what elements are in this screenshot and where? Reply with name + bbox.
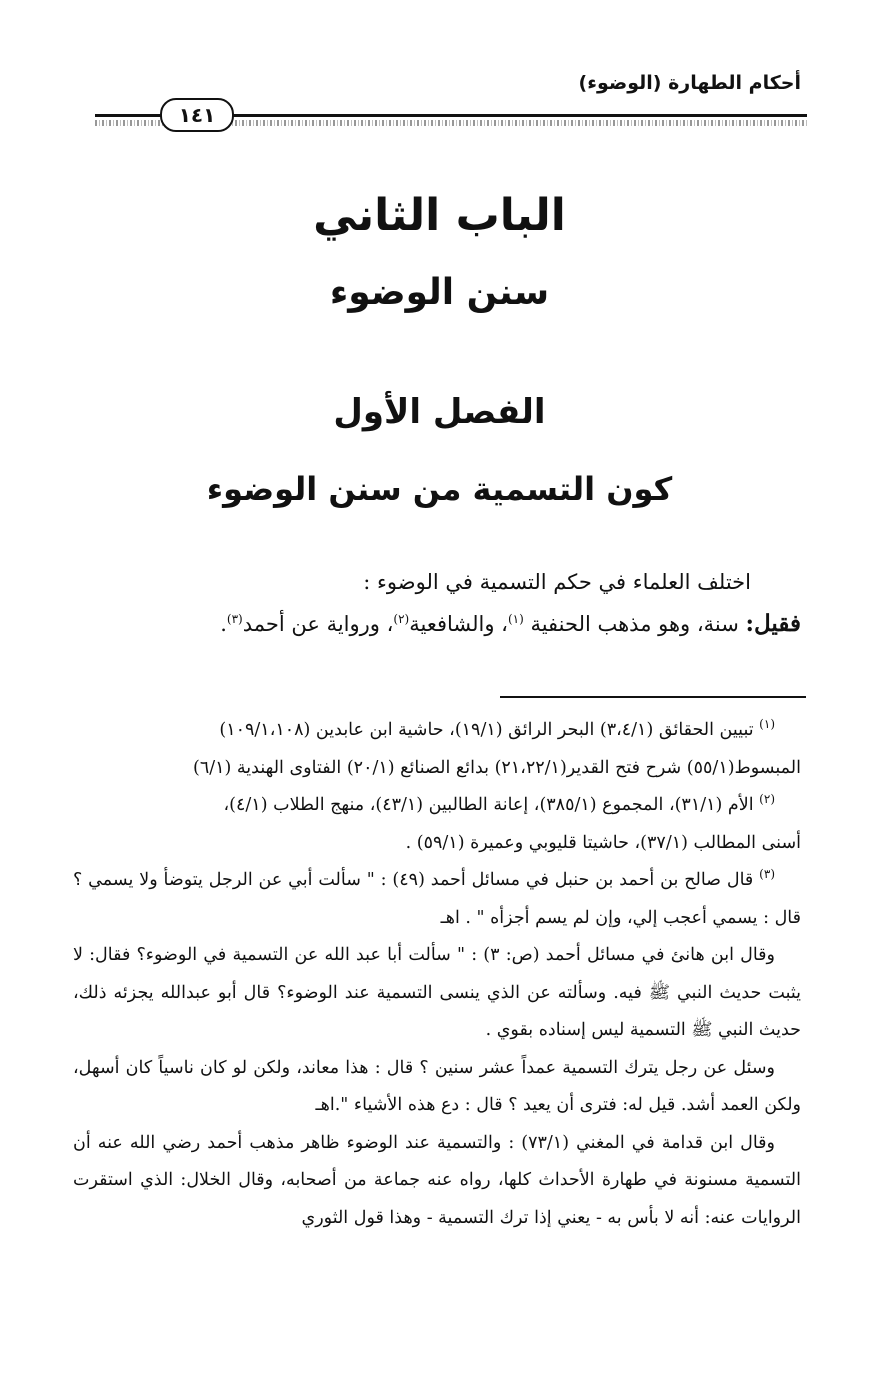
- page-number-badge: ١٤١: [160, 98, 234, 132]
- footnote-marker: (١): [759, 717, 775, 732]
- footnote-ref-3[interactable]: (٣): [226, 612, 243, 626]
- footnote-continuation: أسنى المطالب (٣٧/١)، حاشيتا قليوبي وعميرة (٥٩/١) .: [405, 832, 801, 853]
- claim-text-1: سنة، وهو مذهب الحنفية: [523, 612, 746, 636]
- footnotes-block: [73, 712, 801, 1237]
- claim-paragraph: [81, 604, 801, 644]
- footnote-text: قال صالح بن أحمد بن حنبل في مسائل أحمد (٤٩) : " سألت أبي عن الرجل يتوضأ ولا يسمي ؟ قال : يسمي أعجب إلي، وإن لم يسم أجزأه " . اهـ: [73, 870, 801, 928]
- footnote-text: الأم (٣١/١)، المجموع (٣٨٥/١)، إعانة الطالبين (٤٣/١)، منهج الطلاب (٤/١)،: [223, 795, 760, 815]
- claim-text-2: ، والشافعية: [409, 612, 508, 636]
- intro-paragraph: اختلف العلماء في حكم التسمية في الوضوء :: [363, 570, 751, 594]
- footnote-2: [73, 787, 801, 862]
- footnote-text: تبيين الحقائق (٣،٤/١) البحر الرائق (١٩/١)، حاشية ابن عابدين (١٠٩/١،١٠٨): [219, 720, 760, 740]
- footnote-paragraph: وقال ابن قدامة في المغني (٧٣/١) : والتسمية عند الوضوء ظاهر مذهب أحمد رضي الله عنه أن التسمية مسنونة في طهارة الأحداث كلها، رواه عنه جماعة من أصحابه، وقال الخلال: الذي استقرت الروايات عنه: أنه لا بأس به - يعني إذا ترك التسمية - وهذا قول الثوري: [73, 1132, 801, 1228]
- claim-end: .: [220, 612, 227, 636]
- footnote-3: [73, 862, 801, 1237]
- section-title: الفصل الأول: [333, 392, 546, 432]
- footnote-marker: (٣): [759, 867, 775, 882]
- claim-lead: فقيل:: [745, 610, 801, 637]
- claim-text-3: ، ورواية عن أحمد: [242, 612, 394, 636]
- footnote-ref-2[interactable]: (٢): [393, 612, 410, 626]
- footnote-1: [73, 712, 801, 787]
- section-subtitle: كون التسمية من سنن الوضوء: [206, 470, 673, 508]
- footnote-marker: (٢): [759, 792, 775, 807]
- footnote-separator: [500, 696, 806, 698]
- chapter-subtitle: سنن الوضوء: [329, 272, 550, 313]
- chapter-title: الباب الثاني: [313, 190, 566, 241]
- footnote-paragraph: وسئل عن رجل يترك التسمية عمداً عشر سنين ؟ قال : هذا معاند، ولكن لو كان ناسياً كان أسهل، ولكن العمد أشد. قيل له: فترى أن يعيد ؟ قال : دع هذه الأشياء ".اهـ: [73, 1057, 801, 1115]
- footnote-ref-1[interactable]: (١): [507, 612, 524, 626]
- footnote-continuation: المبسوط(٥٥/١) شرح فتح القدير(٢١،٢٢/١) بدائع الصنائع (٢٠/١) الفتاوى الهندية (٦/١): [193, 757, 801, 778]
- footnote-paragraph: وقال ابن هانئ في مسائل أحمد (ص: ٣) : " سألت أبا عبد الله عن التسمية في الوضوء؟ فقال: لا يثبت حديث النبي ﷺ فيه. وسألته عن الذي ينسى التسمية عند الوضوء؟ قال أبو عبدالله يجزئه ذلك، حديث النبي ﷺ التسمية ليس إسناده بقوي .: [73, 945, 801, 1040]
- running-header-title: أحكام الطهارة (الوضوء): [578, 72, 801, 94]
